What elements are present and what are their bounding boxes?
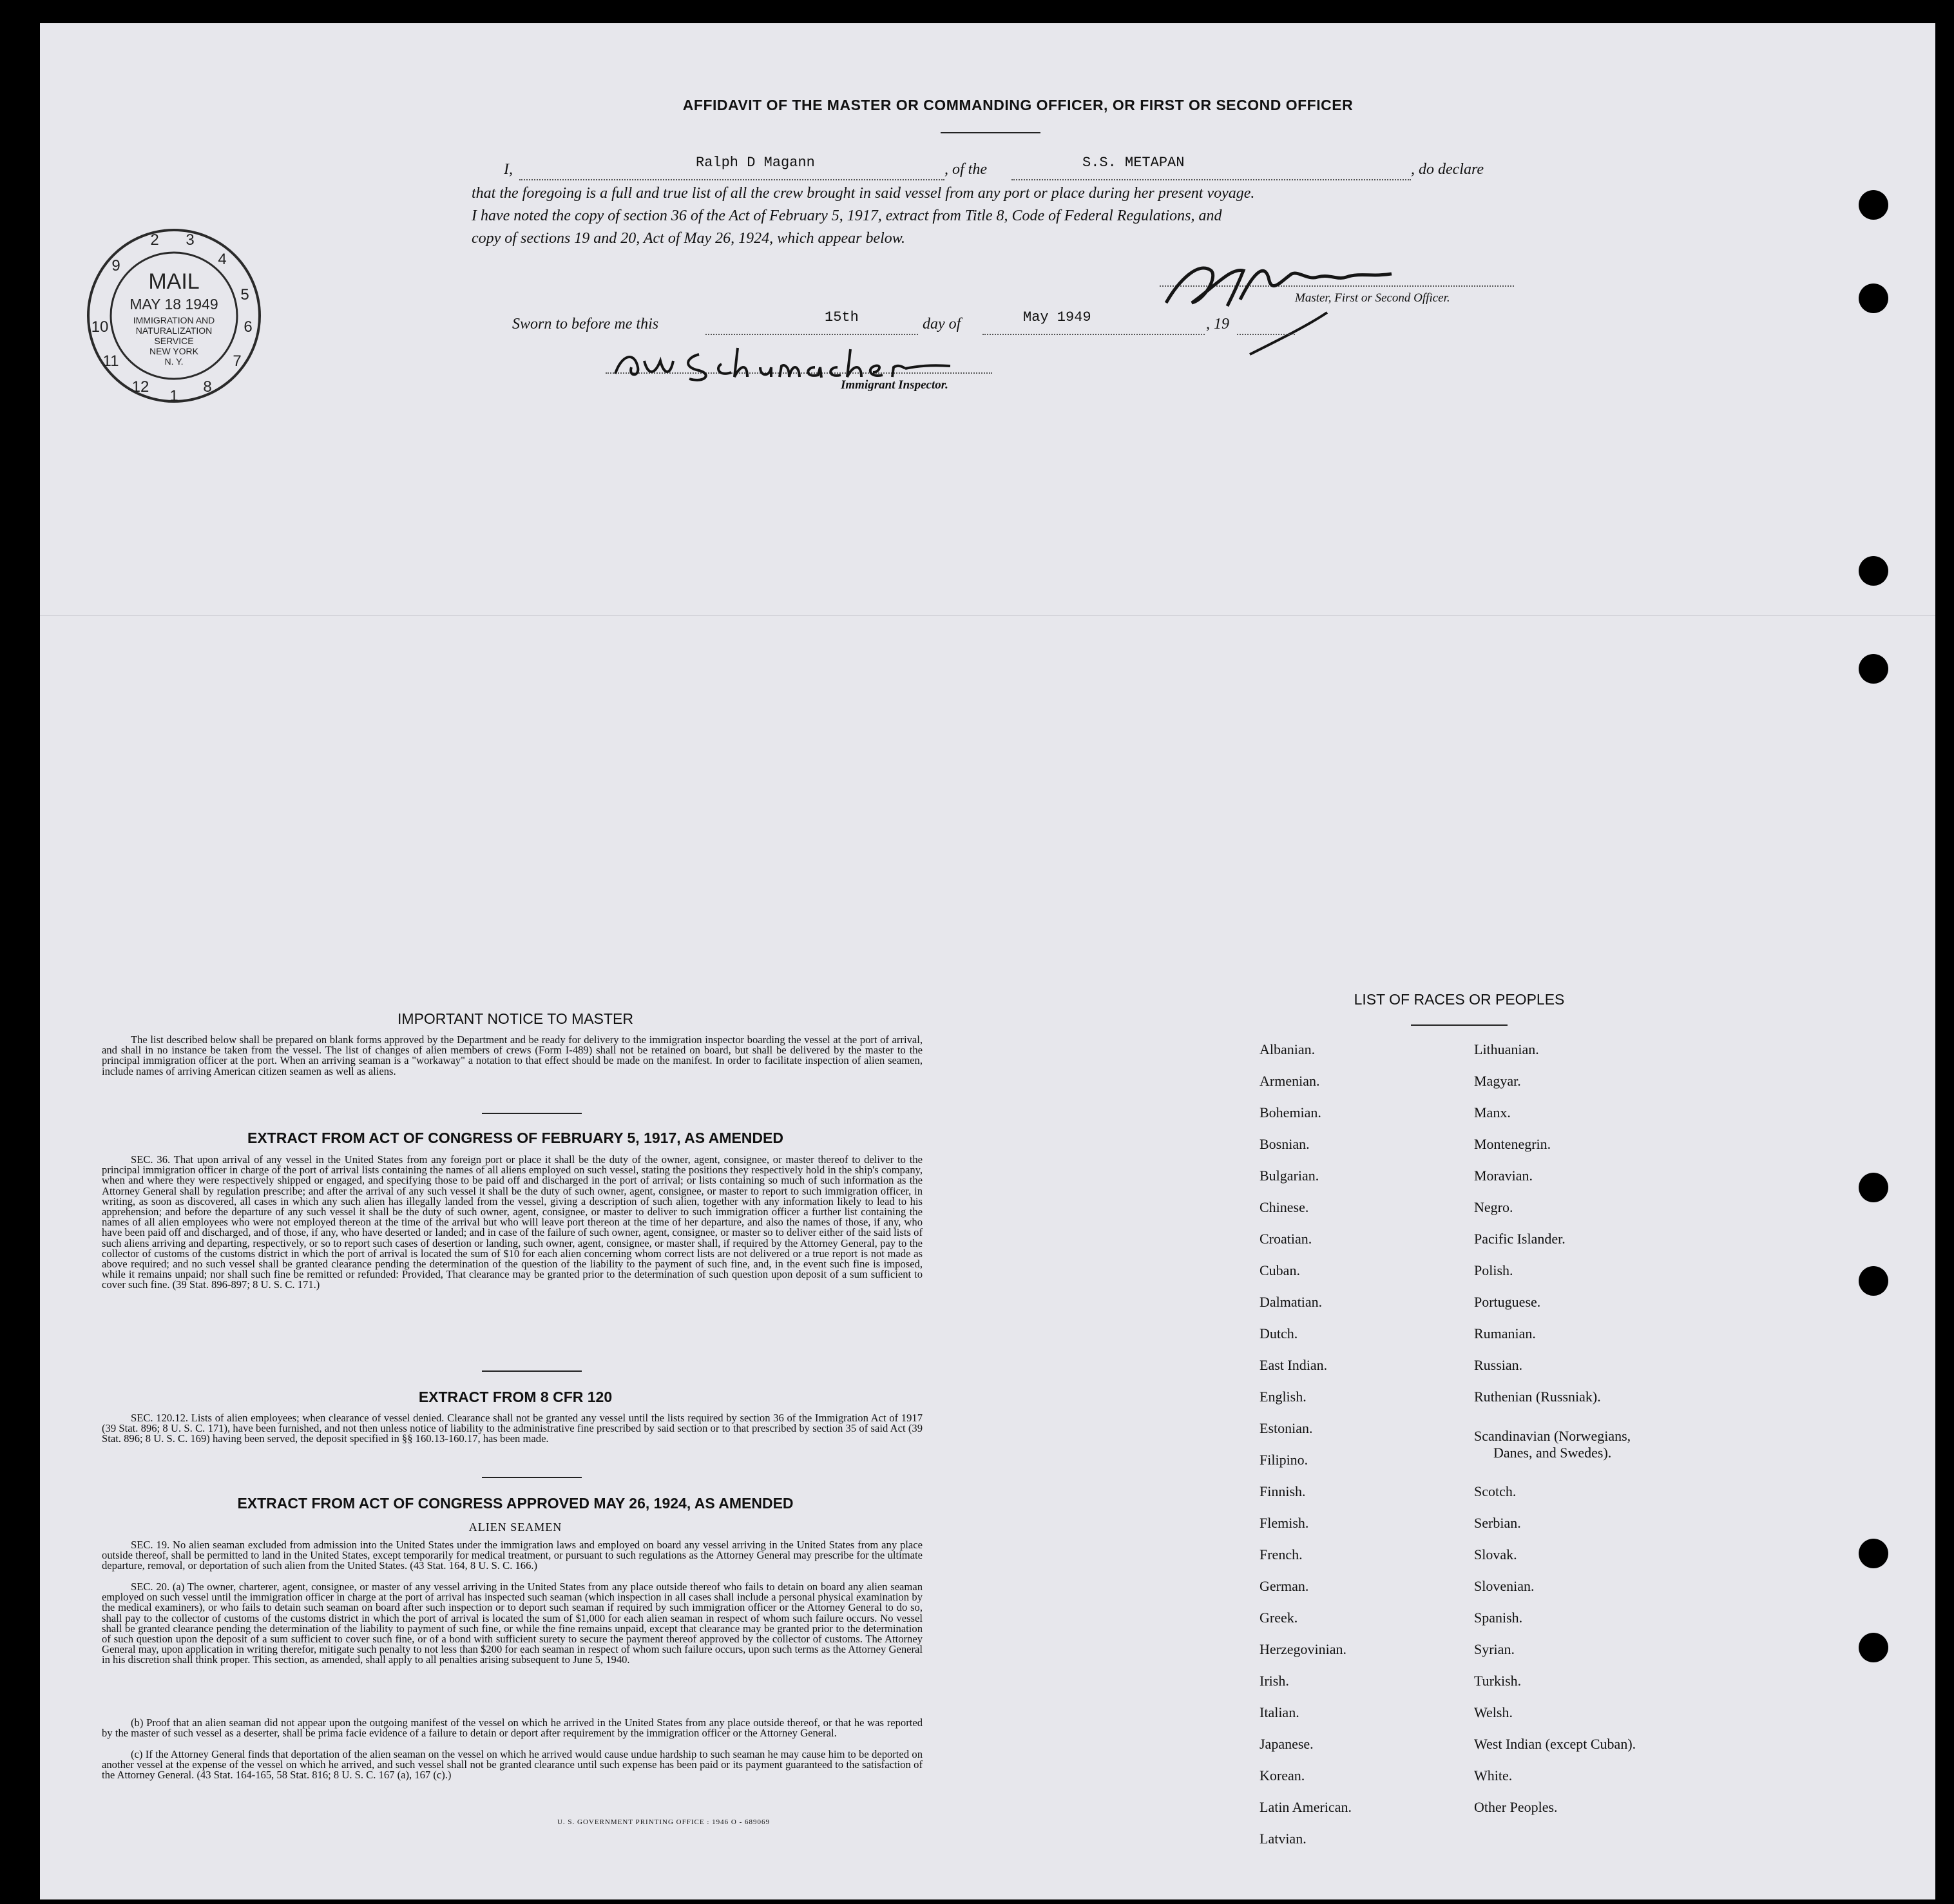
clock-number: 8 bbox=[203, 378, 212, 396]
divider bbox=[482, 1370, 582, 1372]
race-item: Dutch. bbox=[1260, 1325, 1298, 1341]
sworn-month-line bbox=[982, 334, 1205, 335]
race-item: Herzegovinian. bbox=[1260, 1641, 1346, 1657]
stamp-mail: MAIL bbox=[148, 269, 200, 294]
stamp-line2: NATURALIZATION bbox=[135, 325, 213, 336]
name-line bbox=[519, 179, 944, 180]
race-item: Italian. bbox=[1260, 1704, 1299, 1720]
notice-title: IMPORTANT NOTICE TO MASTER bbox=[398, 1010, 633, 1027]
race-item: Korean. bbox=[1260, 1767, 1305, 1784]
race-item: East Indian. bbox=[1260, 1357, 1328, 1373]
race-item: White. bbox=[1474, 1767, 1513, 1784]
race-item: Scotch. bbox=[1474, 1483, 1517, 1499]
race-item: Manx. bbox=[1474, 1104, 1511, 1120]
race-item: Lithuanian. bbox=[1474, 1041, 1539, 1057]
race-item: Filipino. bbox=[1260, 1452, 1308, 1468]
race-item: Chinese. bbox=[1260, 1199, 1309, 1215]
race-item: Moravian. bbox=[1474, 1168, 1533, 1184]
race-item: West Indian (except Cuban). bbox=[1474, 1736, 1636, 1752]
inspector-caption: Immigrant Inspector. bbox=[841, 378, 948, 392]
race-item: Negro. bbox=[1474, 1199, 1513, 1215]
vessel-name: S.S. METAPAN bbox=[1082, 155, 1185, 171]
stamp-line1: IMMIGRATION AND bbox=[133, 315, 215, 325]
extract-1924-subtitle: ALIEN SEAMEN bbox=[468, 1521, 562, 1534]
clock-number: 2 bbox=[150, 231, 159, 249]
clock-number: 1 bbox=[169, 387, 178, 405]
divider bbox=[482, 1477, 582, 1478]
master-caption: Master, First or Second Officer. bbox=[1295, 291, 1450, 305]
punch-hole bbox=[1859, 654, 1888, 684]
declare-label: , do declare bbox=[1411, 161, 1484, 178]
vessel-line bbox=[1011, 179, 1411, 180]
race-item: Russian. bbox=[1474, 1357, 1523, 1373]
race-item: Magyar. bbox=[1474, 1073, 1521, 1089]
race-item: Finnish. bbox=[1260, 1483, 1306, 1499]
day-of-label: day of bbox=[923, 316, 961, 332]
sec-20a-text: SEC. 20. (a) The owner, charterer, agent, consignee, or master of any vessel arriving in the United States from any place outside thereof who fails to detain on board any alien seaman employed on such vessel until the immigration officer in charge at the port of arrival has inspected such seaman (which inspection in all cases shall include a personal physical examination by the medical examiners), or who fails to detain such seaman on board after such inspection or to deport such seaman if required by such immigration officer or the Attorney General to do so, shall pay to the collector of customs of the customs district in which the port of arrival is located the sum of $1,000 for each alien seaman in respect of whom such failure occurs. No vessel shall be granted clearance pending the determination of the liability to payment of such fine, or while the fine remains unpaid, except that clearance may be granted prior to the determination of such question upon the deposit of a sum sufficient to cover such fine, or of a bond with sufficient surety to secure the payment thereof approved by the collector of customs. The Attorney General may, upon application in writing therefor, mitigate such penalty to not less than $200 for each seaman in respect of whom such failure occurs, upon such terms as the Attorney General in his discretion shall think proper. This section, as amended, shall apply to all penalties arising subsequent to June 5, 1940. bbox=[102, 1581, 923, 1666]
race-item: Cuban. bbox=[1260, 1262, 1300, 1278]
extract-cfr-text: SEC. 120.12. Lists of alien employees; when clearance of vessel denied. Clearance shall not be granted any vessel until the lists required by section 36 of the Immigration Act of 1917 (39 Stat. 896; 8 U. S. C. 171), have been furnished, and not then unless notice of liability to the administrative fine prescribed by said section or to that prescribed by section 35 of said Act (39 Stat. 896; 8 U. S. C. 169) having been served, the deposit specified in §§ 160.13-160.17, has been made. bbox=[102, 1412, 923, 1445]
race-item: Bosnian. bbox=[1260, 1136, 1310, 1152]
divider bbox=[482, 1113, 582, 1114]
race-item: Slovenian. bbox=[1474, 1578, 1535, 1594]
clock-number: 12 bbox=[131, 378, 149, 396]
extract-cfr-title: EXTRACT FROM 8 CFR 120 bbox=[418, 1389, 613, 1405]
stamp-date: MAY 18 1949 bbox=[129, 296, 218, 313]
race-item: Syrian. bbox=[1474, 1641, 1515, 1657]
affidavit-title: AFFIDAVIT OF THE MASTER OR COMMANDING OFFICER, OR FIRST OR SECOND OFFICER bbox=[682, 97, 1354, 113]
officer-name: Ralph D Magann bbox=[696, 155, 815, 171]
extract-1917-title: EXTRACT FROM ACT OF CONGRESS OF FEBRUARY 5, 1917, AS AMENDED bbox=[247, 1130, 783, 1146]
race-item: Bohemian. bbox=[1260, 1104, 1321, 1120]
race-item: Spanish. bbox=[1474, 1610, 1523, 1626]
race-item: Greek. bbox=[1260, 1610, 1298, 1626]
stamp-line5: N. Y. bbox=[164, 356, 184, 367]
sworn-day: 15th bbox=[825, 309, 859, 325]
title-underline bbox=[941, 132, 1040, 133]
clock-number: 11 bbox=[102, 352, 119, 370]
extract-1917-text: SEC. 36. That upon arrival of any vessel in the United States from any foreign port or place it shall be the duty of the owner, agent, consignee, or master thereof to deliver to the principal immigration officer in charge of the port of arrival lists containing the names of all aliens employed on such vessel, stating the positions they respectively hold in the ship's company, when and where they were respectively shipped or engaged, and specifying those to be paid off and discharged in the port of arrival; or lists containing so much of such information as the Attorney General shall by regulation prescribe; and after the arrival of any such vessel it shall be the duty of such owner, agent, consignee, or master to report to such immigration officer, in writing, as soon as discovered, all cases in which any such alien has illegally landed from the vessel, giving a description of such alien, together with any information likely to lead to his apprehension; and before the departure of any such vessel it shall be the duty of such owner, agent, consignee, or master to deliver to such immigration officer a further list containing the names of all alien employees who were not employed thereon at the time of the arrival but who will leave port thereon at the time of her departure, and also the names of those, if any, who have been paid off and discharged, and of those, if any, who have deserted or landed; and in case of the failure of such owner, agent, consignee, or master so to deliver either of the said lists of such aliens arriving and departing, respectively, or so to report such cases of desertion or landing, such owner, agent, consignee, or master shall, if required by the Attorney General, pay to the collector of customs of the customs district in which the port of arrival is located the sum of $10 for each alien concerning whom correct lists are not delivered or a true report is not made as above required; and no such vessel shall be granted clearance pending the determination of the question of the liability to the payment of such fine, and, in the event such fine is imposed, while it remains unpaid; nor shall such fine be remitted or refunded: Provided, That clearance may be granted prior to the determination of such question upon deposit of a sum sufficient to cover such fine. (39 Stat. 896-897; 8 U. S. C. 171.) bbox=[102, 1153, 923, 1291]
clock-number: 4 bbox=[218, 251, 227, 268]
race-item: Polish. bbox=[1474, 1262, 1513, 1278]
race-item: Other Peoples. bbox=[1474, 1799, 1558, 1815]
race-item: Ruthenian (Russniak). bbox=[1474, 1389, 1601, 1405]
i-label: I, bbox=[504, 161, 513, 178]
mail-received-stamp bbox=[84, 226, 264, 406]
sec-19-text: SEC. 19. No alien seaman excluded from admission into the United States under the immigration laws and employed on board any vessel arriving in the United States from any place outside thereof, shall be permitted to land in the United States, except temporarily for medical treatment, or pursuant to such regulations as the Attorney General may prescribe for the ultimate departure, removal, or deportation of such alien from the United States. (43 Stat. 164, 8 U. S. C. 166.) bbox=[102, 1539, 923, 1572]
sworn-day-line bbox=[705, 334, 918, 335]
clock-number: 5 bbox=[240, 286, 249, 303]
race-item: Bulgarian. bbox=[1260, 1168, 1319, 1184]
affidavit-line-3: I have noted the copy of section 36 of the Act of February 5, 1917, extract from Title 8, Code of Federal Regulations, and bbox=[472, 207, 1222, 224]
race-item: Portuguese. bbox=[1474, 1294, 1541, 1310]
year-line bbox=[1237, 334, 1295, 335]
punch-hole bbox=[1859, 1266, 1888, 1296]
race-item: Latin American. bbox=[1260, 1799, 1352, 1815]
clock-number: 9 bbox=[111, 257, 120, 274]
race-item: German. bbox=[1260, 1578, 1309, 1594]
race-item: Montenegrin. bbox=[1474, 1136, 1551, 1152]
race-item: Slovak. bbox=[1474, 1546, 1517, 1563]
race-item: Welsh. bbox=[1474, 1704, 1513, 1720]
stamp-line4: NEW YORK bbox=[149, 346, 198, 356]
race-item: Flemish. bbox=[1260, 1515, 1309, 1531]
race-item: Scandinavian (Norwegians, bbox=[1474, 1428, 1631, 1444]
clock-number: 3 bbox=[186, 231, 195, 249]
races-title: LIST OF RACES OR PEOPLES bbox=[1354, 991, 1565, 1008]
races-title-underline bbox=[1411, 1024, 1508, 1026]
race-item: Latvian. bbox=[1260, 1831, 1307, 1847]
punch-hole bbox=[1859, 1539, 1888, 1568]
race-item: Irish. bbox=[1260, 1673, 1289, 1689]
race-item: Croatian. bbox=[1260, 1231, 1312, 1247]
punch-hole bbox=[1859, 556, 1888, 586]
punch-hole bbox=[1859, 284, 1888, 313]
race-item: English. bbox=[1260, 1389, 1307, 1405]
race-item: Armenian. bbox=[1260, 1073, 1320, 1089]
year-prefix: , 19 bbox=[1206, 316, 1229, 332]
race-item: Dalmatian. bbox=[1260, 1294, 1323, 1310]
sworn-month: May 1949 bbox=[1023, 309, 1091, 325]
stamp-line3: SERVICE bbox=[154, 336, 194, 346]
clock-number: 6 bbox=[244, 318, 253, 336]
race-item: French. bbox=[1260, 1546, 1303, 1563]
race-item: Pacific Islander. bbox=[1474, 1231, 1566, 1247]
race-item: Japanese. bbox=[1260, 1736, 1314, 1752]
clock-number: 10 bbox=[91, 318, 109, 336]
punch-hole bbox=[1859, 1633, 1888, 1662]
race-item: Albanian. bbox=[1260, 1041, 1316, 1057]
clock-number: 7 bbox=[233, 352, 242, 370]
extract-1924-title: EXTRACT FROM ACT OF CONGRESS APPROVED MAY 26, 1924, AS AMENDED bbox=[237, 1495, 794, 1512]
fold-line bbox=[40, 615, 1935, 616]
sworn-label: Sworn to before me this bbox=[512, 316, 659, 332]
affidavit-line-2: that the foregoing is a full and true list of all the crew brought in said vessel from any port or place during her present voyage. bbox=[472, 185, 1255, 202]
race-item: Estonian. bbox=[1260, 1420, 1313, 1436]
sec-20c-text: (c) If the Attorney General finds that deportation of the alien seaman on the vessel on which he arrived would cause undue hardship to such seaman he may cause him to be deported on another vessel at the expense of the vessel on which he arrived, and such vessel shall not be granted clearance until such expense has been paid or its payment guaranteed to the satisfaction of the Attorney General. (43 Stat. 164-165, 58 Stat. 816; 8 U. S. C. 167 (a), 167 (c).) bbox=[102, 1748, 923, 1782]
notice-text: The list described below shall be prepared on blank forms approved by the Department and be ready for delivery to the immigration inspector boarding the vessel at the port of arrival, and shall in no instance be taken from the vessel. The list of changes of alien members of crews (Form I-489) shall not be retained on board, but shall be delivered by the master to the principal immigration officer at the port. When an arriving seaman is a "workaway" a notation to that effect should be made on the manifest. In order to facilitate inspection of alien seamen, include names of arriving American citizen seamen as well as aliens. bbox=[102, 1034, 923, 1077]
race-item: Rumanian. bbox=[1474, 1325, 1536, 1341]
printing-office-footer: U. S. GOVERNMENT PRINTING OFFICE : 1946 O - 689069 bbox=[557, 1818, 770, 1826]
race-item: Serbian. bbox=[1474, 1515, 1521, 1531]
sec-20b-text: (b) Proof that an alien seaman did not appear upon the outgoing manifest of the vessel on which he arrived in the United States from any place outside thereof, or that he was reported by the master of such vessel as a deserter, shall be prima facie evidence of a failure to detain or deport after requirement by the immigration officer or the Attorney General. bbox=[102, 1716, 923, 1740]
race-item: Danes, and Swedes). bbox=[1493, 1445, 1612, 1461]
affidavit-line-4: copy of sections 19 and 20, Act of May 26, 1924, which appear below. bbox=[472, 230, 906, 247]
punch-hole bbox=[1859, 190, 1888, 220]
race-item: Turkish. bbox=[1474, 1673, 1522, 1689]
of-the-label: , of the bbox=[944, 161, 987, 178]
punch-hole bbox=[1859, 1173, 1888, 1202]
